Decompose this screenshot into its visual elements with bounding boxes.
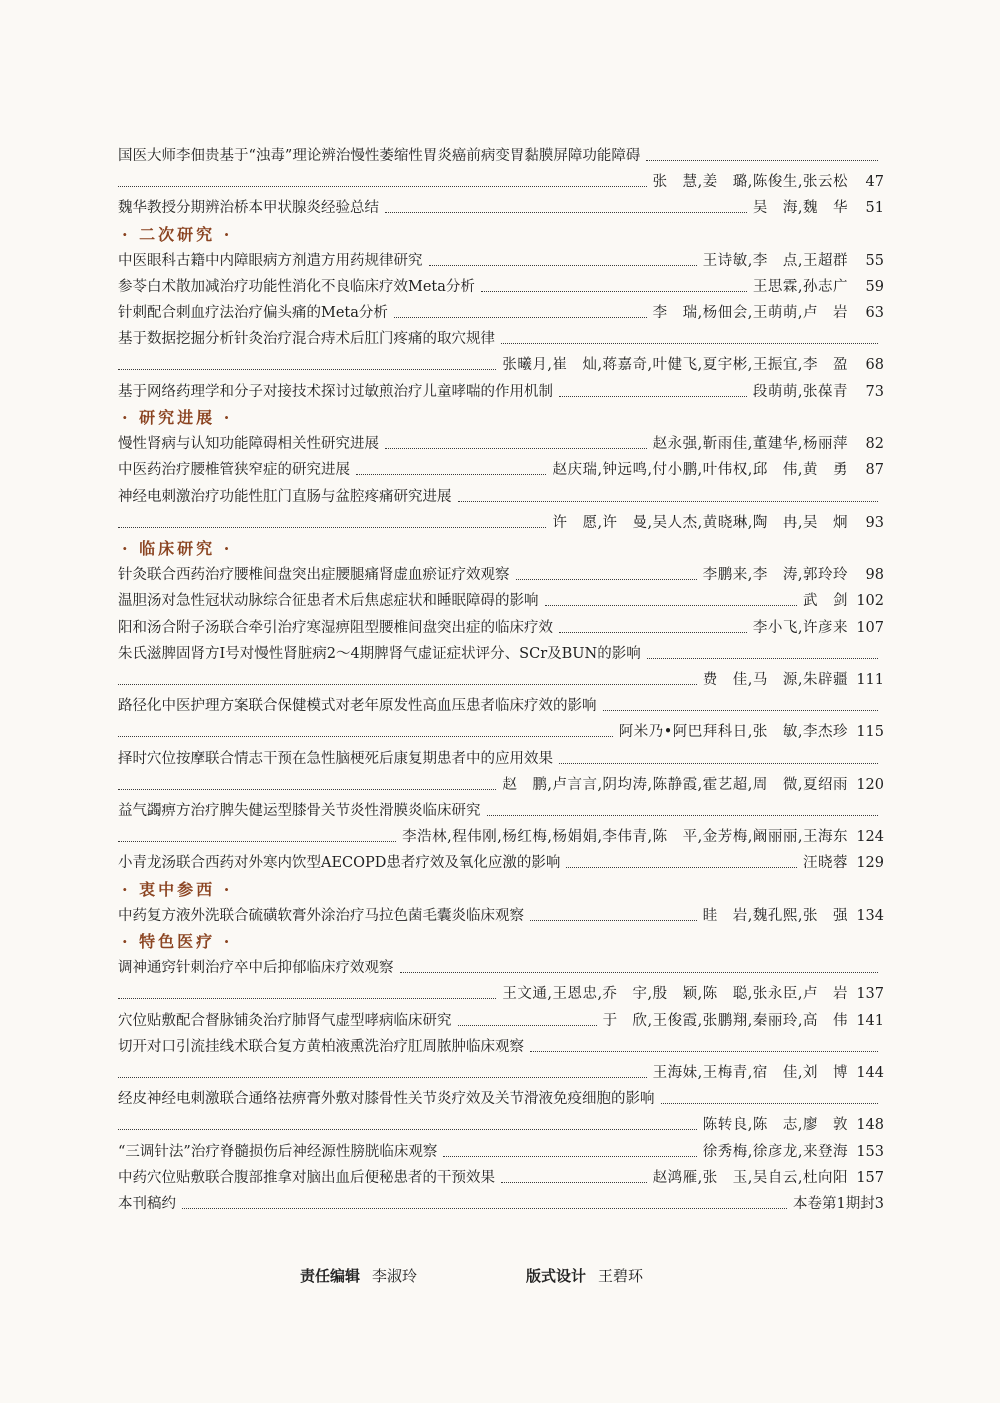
entry-page-number: 111 [856, 671, 884, 688]
entry-authors: 王文通,王恩忠,乔 宇,殷 颖,陈 聪,张永臣,卢 岩 [502, 986, 848, 1003]
entry-title: 小青龙汤联合西药对外寒内饮型AECOPD患者疗效及氧化应激的影响 [118, 855, 561, 872]
dot-leader [501, 1182, 647, 1183]
dot-leader [501, 343, 878, 344]
entry-title: 中医药治疗腰椎管狭窄症的研究进展 [118, 462, 350, 479]
dot-leader [118, 789, 496, 790]
entry-title: 切开对口引流挂线术联合复方黄柏液熏洗治疗肛周脓肿临床观察 [118, 1038, 524, 1055]
dot-leader [118, 1077, 647, 1078]
toc-entry-author-line [118, 1060, 884, 1086]
layout-name: 王碧环 [598, 1267, 644, 1285]
dot-leader [394, 317, 647, 318]
toc-entry[interactable] [118, 326, 884, 378]
section-heading: · 临床研究 · [122, 539, 233, 558]
toc-entry[interactable] [118, 955, 884, 1007]
editor-credit [300, 1263, 417, 1289]
toc-entry-line [118, 850, 884, 876]
dot-leader [559, 632, 747, 633]
dot-leader [481, 291, 747, 292]
toc-entry-line [118, 1008, 884, 1034]
toc-entry[interactable] [118, 1034, 884, 1086]
entry-authors: 吴 海,魏 华 [752, 200, 848, 217]
toc-entry[interactable] [118, 300, 884, 326]
dot-leader [118, 186, 647, 187]
toc-entry-title-line [118, 143, 884, 169]
toc-entry-line [118, 431, 884, 457]
entry-title: 参苓白术散加减治疗功能性消化不良临床疗效Meta分析 [118, 279, 475, 295]
dot-leader [118, 841, 396, 842]
entry-page-number: 93 [865, 514, 884, 531]
entry-authors: 张曦月,崔 灿,蒋嘉奇,叶健飞,夏宇彬,王振宜,李 盈 [502, 357, 848, 374]
entry-title: 穴位贴敷配合督脉铺灸治疗肺肾气虚型哮病临床研究 [118, 1012, 452, 1029]
toc-entry[interactable] [118, 1086, 884, 1138]
toc-entry[interactable] [118, 641, 884, 693]
entry-authors: 陈转良,陈 志,廖 敦 [702, 1117, 848, 1134]
toc-entry[interactable] [118, 798, 884, 850]
toc-entry-title-line [118, 746, 884, 772]
dot-leader [118, 684, 697, 685]
dot-leader [516, 579, 697, 580]
toc-entry[interactable] [118, 248, 884, 274]
toc-entry[interactable] [118, 615, 884, 641]
entry-page-number: 129 [856, 855, 884, 872]
entry-title: 调神通窍针刺治疗卒中后抑郁临床疗效观察 [118, 960, 394, 977]
entry-page-number: 134 [856, 907, 884, 924]
toc-entry-author-line [118, 981, 884, 1007]
layout-label: 版式设计 [526, 1267, 587, 1285]
entry-page-number: 120 [856, 776, 884, 793]
dot-leader [603, 710, 879, 711]
toc-entry-author-line [118, 169, 884, 195]
entry-page-number: 141 [856, 1012, 884, 1029]
entry-authors: 赵永强,靳雨佳,董建华,杨丽萍 [652, 436, 848, 453]
entry-authors: 武 剑 [803, 593, 848, 610]
toc-entry[interactable] [118, 379, 884, 405]
entry-authors: 阿米乃•阿巴拜科日,张 敏,李杰珍 [618, 724, 848, 741]
entry-page-number: 68 [865, 357, 884, 374]
entry-authors: 许 愿,许 曼,吴人杰,黄晓琳,陶 冉,吴 炯 [552, 514, 848, 531]
entry-authors: 王海妹,王梅青,宿 佳,刘 博 [652, 1064, 848, 1081]
layout-credit [526, 1263, 643, 1289]
toc-entry[interactable] [118, 484, 884, 536]
credits-footer [0, 1263, 1000, 1289]
dot-leader [647, 658, 878, 659]
dot-leader [118, 369, 496, 370]
entry-authors: 汪晓蓉 [803, 855, 848, 872]
section-heading: · 研究进展 · [122, 408, 233, 427]
toc-entry-line [118, 457, 884, 483]
entry-page-number: 98 [865, 567, 884, 584]
entry-authors: 李 瑞,杨佃会,王萌萌,卢 岩 [652, 305, 848, 322]
toc-entry-title-line [118, 326, 884, 352]
editor-name: 李淑玲 [372, 1267, 418, 1285]
toc-entry-title-line [118, 1034, 884, 1060]
toc-entry[interactable] [118, 431, 884, 457]
entry-page-number: 102 [856, 593, 884, 610]
toc-entry-line [118, 615, 884, 641]
dot-leader [559, 763, 878, 764]
entry-page-number: 本卷第1期封3 [793, 1196, 884, 1212]
toc-entry[interactable] [118, 1008, 884, 1034]
toc-entry[interactable] [118, 850, 884, 876]
toc-entry[interactable] [118, 1139, 884, 1165]
entry-page-number: 137 [856, 986, 884, 1003]
entry-page-number: 63 [865, 305, 884, 322]
entry-authors: 赵 鹏,卢言言,阴均涛,陈静霞,霍艺超,周 微,夏绍雨 [502, 776, 848, 793]
dot-leader [559, 396, 747, 397]
entry-authors: 李小飞,许彦来 [752, 619, 848, 636]
entry-title: “三调针法”治疗脊髓损伤后神经源性膀胱临床观察 [118, 1143, 438, 1160]
entry-page-number: 51 [865, 200, 884, 217]
dot-leader [443, 1156, 696, 1157]
entry-authors: 李鹏来,李 涛,郭玲玲 [702, 567, 848, 584]
entry-page-number: 47 [865, 174, 884, 190]
dot-leader [385, 212, 747, 213]
entry-page-number: 124 [856, 829, 884, 845]
toc-entry[interactable] [118, 588, 884, 614]
entry-authors: 徐秀梅,徐彦龙,来登海 [702, 1143, 848, 1160]
entry-page-number: 55 [865, 252, 884, 269]
toc-entry-line [118, 903, 884, 929]
dot-leader [118, 527, 546, 528]
section-heading: · 二次研究 · [122, 224, 233, 244]
toc-entry[interactable] [118, 903, 884, 929]
dot-leader [530, 1051, 878, 1052]
entry-title: 择时穴位按摩联合情志干预在急性脑梗死后康复期患者中的应用效果 [118, 750, 553, 767]
entry-title: 慢性肾病与认知功能障碍相关性研究进展 [118, 436, 379, 453]
toc-entry-title-line [118, 1086, 884, 1112]
toc-entry[interactable] [118, 1165, 884, 1191]
entry-page-number: 148 [856, 1117, 884, 1134]
section-heading: · 衷中参西 · [122, 879, 233, 899]
dot-leader [487, 815, 879, 816]
entry-page-number: 59 [865, 279, 884, 295]
entry-authors: 眭 岩,魏孔熙,张 强 [702, 907, 848, 924]
entry-authors: 王诗敏,李 点,王超群 [702, 252, 848, 269]
dot-leader [458, 501, 879, 502]
toc-entry-title-line [118, 955, 884, 981]
toc-entry[interactable] [118, 693, 884, 745]
entry-authors: 李浩林,程伟刚,杨红梅,杨娟娟,李伟青,陈 平,金芳梅,阚丽丽,王海东 [402, 829, 848, 845]
entry-title: 中医眼科古籍中内障眼病方剂遣方用药规律研究 [118, 252, 423, 269]
entry-authors: 费 佳,马 源,朱辟疆 [702, 671, 848, 688]
toc-entry-line [118, 1165, 884, 1191]
toc-entry-title-line [118, 641, 884, 667]
entry-title: 益气蠲痹方治疗脾失健运型膝骨关节炎性滑膜炎临床研究 [118, 803, 481, 819]
dot-leader [385, 448, 647, 449]
section-heading: · 特色医疗 · [122, 932, 233, 951]
entry-title: 基于数据挖掘分析针灸治疗混合痔术后肛门疼痛的取穴规律 [118, 331, 495, 348]
entry-authors: 张 慧,姜 璐,陈俊生,张云松 [652, 174, 848, 190]
entry-title: 基于网络药理学和分子对接技术探讨过敏煎治疗儿童哮喘的作用机制 [118, 383, 553, 400]
entry-title: 朱氏滋脾固肾方Ⅰ号对慢性肾脏病2～4期脾肾气虚证症状评分、SCr及BUN的影响 [118, 645, 641, 662]
entry-title: 国医大师李佃贵基于“浊毒”理论辨治慢性萎缩性胃炎癌前病变胃黏膜屏障功能障碍 [118, 148, 641, 164]
toc-entry-line [118, 562, 884, 588]
dot-leader [118, 998, 496, 999]
entry-title: 针灸联合西药治疗腰椎间盘突出症腰腿痛肾虚血瘀证疗效观察 [118, 567, 510, 584]
toc-entry-line [118, 379, 884, 405]
toc-entry-title-line [118, 484, 884, 510]
toc-entry-title-line [118, 798, 884, 824]
toc-entry[interactable] [118, 457, 884, 483]
entry-authors: 王思霖,孙志广 [752, 279, 848, 295]
entry-page-number: 157 [856, 1169, 884, 1186]
entry-title: 魏华教授分期辨治桥本甲状腺炎经验总结 [118, 200, 379, 217]
dot-leader [118, 1129, 697, 1130]
toc-entry-author-line [118, 1112, 884, 1138]
entry-title: 温胆汤对急性冠状动脉综合征患者术后焦虑症状和睡眠障碍的影响 [118, 593, 539, 610]
entry-page-number: 115 [856, 724, 884, 741]
dot-leader [566, 867, 797, 868]
toc-entry-line [118, 1139, 884, 1165]
entry-authors: 赵鸿雁,张 玉,吴自云,杜向阳 [652, 1169, 848, 1186]
dot-leader [458, 1025, 597, 1026]
toc-entry-line [118, 248, 884, 274]
toc-entry[interactable] [118, 143, 884, 195]
entry-title: 本刊稿约 [118, 1196, 176, 1212]
entry-page-number: 87 [865, 462, 884, 479]
entry-title: 路径化中医护理方案联合保健模式对老年原发性高血压患者临床疗效的影响 [118, 698, 597, 715]
toc-entry-line [118, 274, 884, 300]
entry-title: 中药穴位贴敷联合腹部推拿对脑出血后便秘患者的干预效果 [118, 1169, 495, 1186]
toc-entry-line [118, 588, 884, 614]
dot-leader [646, 160, 878, 161]
dot-leader [356, 474, 546, 475]
entry-page-number: 107 [856, 619, 884, 636]
entry-title: 神经电刺激治疗功能性肛门直肠与盆腔疼痛研究进展 [118, 488, 452, 505]
toc-entry[interactable] [118, 274, 884, 300]
toc-entry-author-line [118, 772, 884, 798]
toc-entry-author-line [118, 667, 884, 693]
dot-leader [118, 736, 613, 737]
entry-page-number: 73 [865, 383, 884, 400]
toc-entry-line [118, 300, 884, 326]
toc-entry-title-line [118, 693, 884, 719]
toc-entry-line [118, 195, 884, 221]
entry-title: 针刺配合刺血疗法治疗偏头痛的Meta分析 [118, 305, 388, 322]
entry-page-number: 82 [865, 436, 884, 453]
entry-authors: 赵庆瑞,钟远鸣,付小鹏,叶伟权,邱 伟,黄 勇 [552, 462, 848, 479]
entry-page-number: 153 [856, 1143, 884, 1160]
dot-leader [530, 920, 697, 921]
entry-title: 阳和汤合附子汤联合牵引治疗寒湿痹阻型腰椎间盘突出症的临床疗效 [118, 619, 553, 636]
toc-entry[interactable] [118, 195, 884, 221]
toc-entry[interactable] [118, 1191, 884, 1217]
toc-entry-author-line [118, 510, 884, 536]
toc-entry-author-line [118, 352, 884, 378]
dot-leader [545, 605, 798, 606]
toc-entry[interactable] [118, 562, 884, 588]
entry-title: 中药复方液外洗联合硫磺软膏外涂治疗马拉色菌毛囊炎临床观察 [118, 907, 524, 924]
entry-authors: 于 欣,王俊霞,张鹏翔,秦丽玲,高 伟 [602, 1012, 848, 1029]
dot-leader [429, 265, 697, 266]
toc-entry-line [118, 1191, 884, 1217]
toc-entry[interactable] [118, 746, 884, 798]
entry-title: 经皮神经电刺激联合通络祛痹膏外敷对膝骨性关节炎疗效及关节滑液免疫细胞的影响 [118, 1091, 655, 1108]
dot-leader [661, 1103, 879, 1104]
entry-authors: 段萌萌,张葆青 [752, 383, 848, 400]
toc-entry-author-line [118, 719, 884, 745]
entry-page-number: 144 [856, 1064, 884, 1081]
dot-leader [182, 1208, 787, 1209]
dot-leader [400, 972, 879, 973]
editor-label: 责任编辑 [300, 1267, 361, 1285]
toc-entry-author-line [118, 824, 884, 850]
